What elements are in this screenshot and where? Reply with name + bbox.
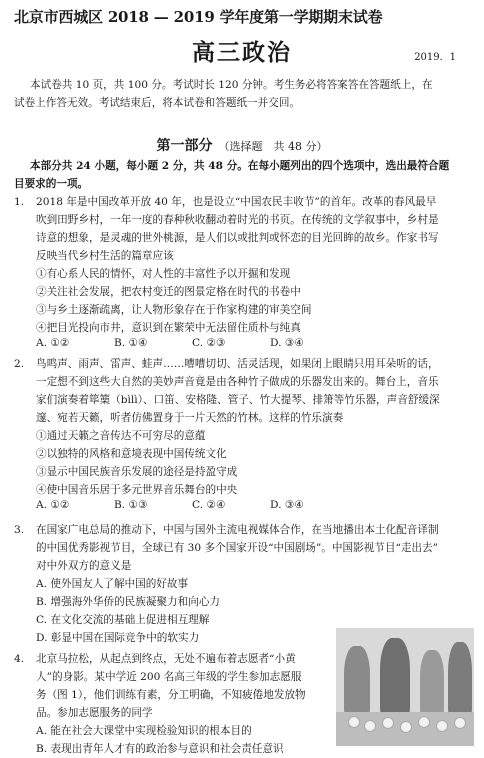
q1-line-3: 诗意的想象，是灵魂的世外桃源，是人们以或批判或怀恋的目光回眸的故乡。作家书写 [36, 232, 439, 244]
q2-line-4: 邃、宛若天籁，听者仿佛置身于一片天然的竹林。这样的竹乐演奏 [36, 412, 344, 424]
q1-number: 1. [14, 196, 25, 208]
exam-header: 北京市西城区 2018 — 2019 学年度第一学期期末试卷 [14, 8, 383, 26]
q2-option-a: A. ①② [36, 499, 70, 511]
q2-number: 2. [14, 358, 25, 370]
q3-line-1: 在国家广电总局的推动下，中国与国外主流电视媒体合作，在当地播出本土化配音译制 [36, 524, 439, 536]
q4-line-4: 品。参加志愿服务的同学 [36, 707, 153, 719]
q3-option-d: D. 彰显中国在国际竞争中的软实力 [36, 632, 200, 644]
part-heading [0, 135, 484, 155]
q1-line-2: 吹到田野乡村，一年一度的春种秋收翻动着时光的书页。在传统的文学叙事中，乡村是 [36, 214, 439, 226]
q4-line-3: 务（图 1），他们训练有素，分工明确，不知疲倦地发放物 [36, 689, 306, 701]
q3-line-2: 的中国优秀影视节目，全球已有 30 多个国家开设“中国剧场”。中国影视节目“走出去” [36, 542, 439, 554]
photo-item [348, 716, 360, 728]
photo-item [364, 720, 376, 732]
q1-option-b: B. ①④ [114, 337, 148, 349]
q1-item-1: ①有心系人民的情怀，对人性的丰富性予以开掘和发现 [36, 268, 291, 280]
q1-line-1: 2018 年是中国改革开放 40 年，也是设立“中国农民丰收节”的首年。改革的春风最早 [36, 196, 437, 208]
volunteer-photo [336, 628, 474, 746]
q4-option-a: A. 能在社会大课堂中实现检验知识的根本目的 [36, 725, 252, 737]
q4-line-2: 人”的身影。某中学近 200 名高三年级的学生参加志愿服 [36, 671, 302, 683]
q2-line-2: 一定想不到这些大自然的美妙声音竟是由各种竹子做成的乐器发出来的。舞台上，音乐 [36, 376, 439, 388]
q2-line-3: 家们演奏着筚篥（bìlì）、口笛、安格隆、管子、竹大提琴、排箫等竹乐器，声音舒缓深 [36, 394, 440, 406]
part-title: 第一部分 [156, 138, 213, 154]
photo-figure-1 [344, 646, 370, 716]
part-note: （选择题 共 48 分） [218, 140, 328, 153]
q3-option-a: A. 使外国友人了解中国的好故事 [36, 578, 189, 590]
q2-item-1: ①通过天籁之音传达不可穷尽的意蕴 [36, 430, 206, 442]
q4-number: 4. [14, 653, 25, 665]
q1-option-a: A. ①② [36, 337, 70, 349]
photo-figure-4 [448, 642, 472, 716]
photo-item [418, 716, 430, 728]
q2-item-4: ④使中国音乐居于多元世界音乐舞台的中央 [36, 484, 238, 496]
q1-item-4: ④把目光投向市井，意识到在繁荣中无法留住质朴与纯真 [36, 322, 301, 334]
q4-option-b: B. 表现出青年人才有的政治参与意识和社会责任意识 [36, 743, 284, 755]
photo-figure-2 [380, 638, 410, 716]
q1-line-4: 反映当代乡村生活的篇章应该 [36, 250, 174, 262]
intro-line-2: 试卷上作答无效。考试结束后，将本试卷和答题纸一并交回。 [14, 97, 301, 109]
photo-figure-3 [420, 650, 444, 716]
q1-item-2: ②关注社会发展，把农村变迁的图景定格在时代的书卷中 [36, 286, 301, 298]
q3-option-c: C. 在文化交流的基础上促进相互理解 [36, 614, 210, 626]
q3-option-b: B. 增强海外华侨的民族凝聚力和向心力 [36, 596, 221, 608]
exam-date: 2019．1 [414, 52, 456, 63]
instructions-line-1: 本部分共 24 小题，每小题 2 分，共 48 分。在每小题列出的四个选项中，选出最符合题 [30, 160, 450, 172]
q1-item-3: ③与乡土逐渐疏离，让人物形象存在于作家构建的审美空间 [36, 304, 312, 316]
q3-number: 3. [14, 524, 25, 536]
exam-title: 高三政治 [192, 39, 292, 66]
intro-line-1: 本试卷共 10 页，共 100 分。考试时长 120 分钟。考生务必将答案答在答题纸上，在 [30, 79, 433, 91]
q4-line-1: 北京马拉松，从起点到终点，无处不遍布着志愿者“小黄 [36, 653, 296, 665]
photo-item [382, 717, 394, 729]
q2-option-b: B. ①③ [114, 499, 148, 511]
q2-option-c: C. ②④ [192, 499, 226, 511]
q2-item-3: ③显示中国民族音乐发展的途径是持盈守成 [36, 466, 238, 478]
q1-option-d: D. ③④ [270, 337, 304, 349]
q2-item-2: ②以独特的风格和意境表现中国传统文化 [36, 448, 227, 460]
q2-options [36, 499, 348, 511]
q1-option-c: C. ②③ [192, 337, 226, 349]
q2-line-1: 鸟鸣声、雨声、雷声、蛙声……嘈嘈切切、活灵活现，如果闭上眼睛只用耳朵听的话， [36, 358, 439, 370]
q2-option-d: D. ③④ [270, 499, 304, 511]
photo-item [436, 720, 448, 732]
instructions-line-2: 目要求的一项。 [14, 178, 89, 190]
photo-item [454, 717, 466, 729]
q1-options [36, 337, 348, 349]
photo-item [400, 721, 412, 733]
q3-line-3: 对中外双方的意义是 [36, 560, 132, 572]
